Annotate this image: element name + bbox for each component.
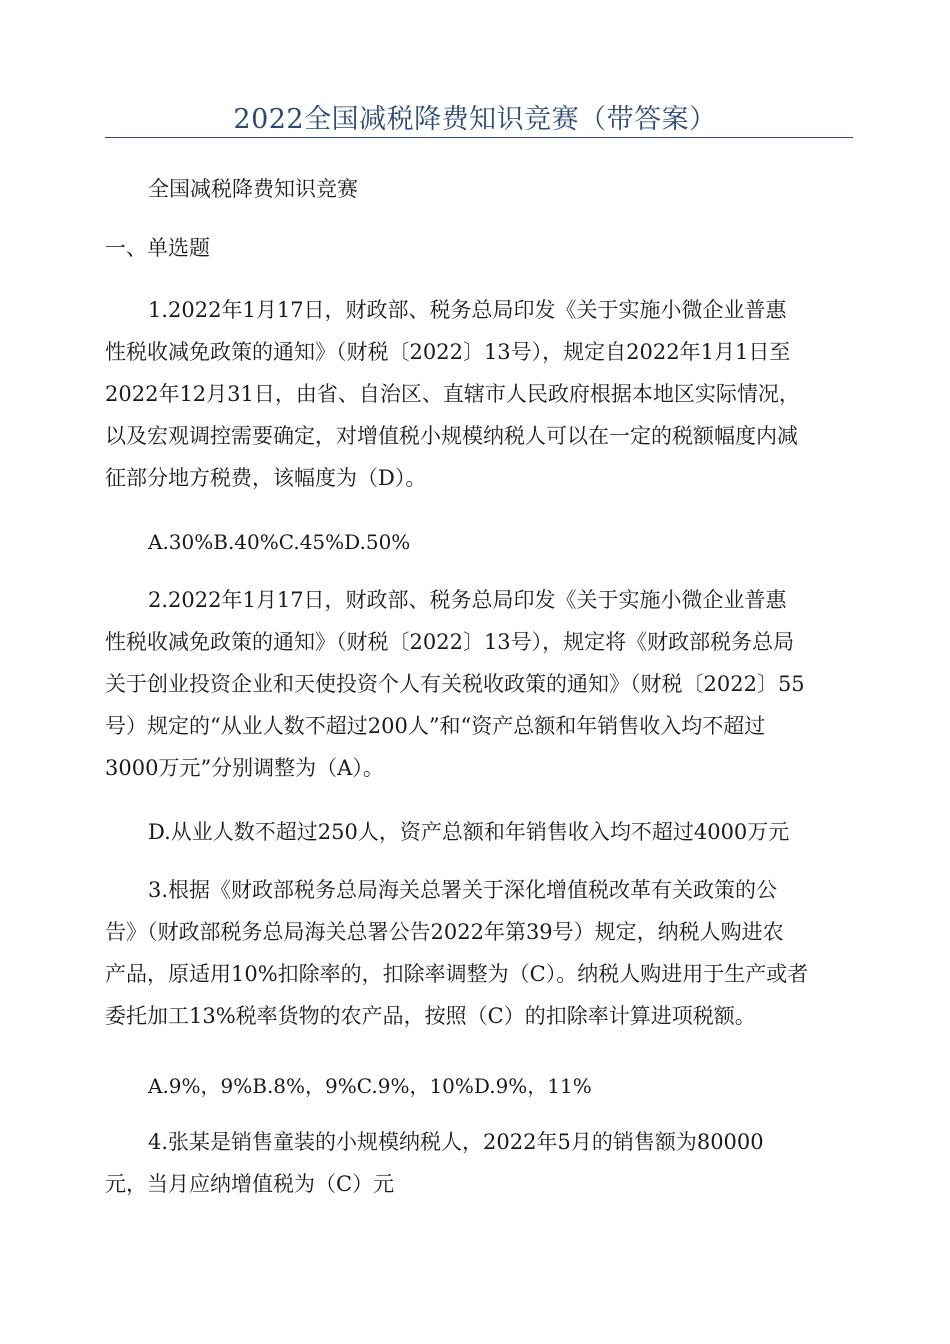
question-4 (105, 1121, 853, 1205)
question-2-options: D.从业人数不超过250人，资产总额和年销售收入均不超过4000万元 (148, 820, 790, 844)
question-line: 3000万元”分别调整为（A）。 (105, 756, 384, 780)
document-subtitle: 全国减税降费知识竞赛 (148, 177, 358, 201)
question-line: 委托加工13%税率货物的农产品，按照（C）的扣除率计算进项税额。 (105, 1004, 756, 1028)
question-line: 3.根据《财政部税务总局海关总署关于深化增值税改革有关政策的公 (148, 878, 778, 902)
question-1 (105, 289, 853, 499)
question-line: 2022年12月31日，由省、自治区、直辖市人民政府根据本地区实际情况， (105, 382, 800, 406)
title-underline (105, 137, 853, 138)
question-line: 性税收减免政策的通知》（财税〔2022〕13号），规定将《财政部税务总局 (105, 630, 795, 654)
question-line: 元，当月应纳增值税为（C）元 (105, 1172, 395, 1196)
question-3 (105, 869, 853, 1037)
section-heading: 一、单选题 (105, 236, 210, 260)
document-title: 2022全国减税降费知识竞赛（带答案） (233, 104, 717, 135)
question-3-options: A.9%，9%B.8%，9%C.9%，10%D.9%，11% (148, 1074, 592, 1098)
question-line: 产品，原适用10%扣除率的，扣除率调整为（C）。纳税人购进用于生产或者 (105, 962, 809, 986)
question-line: 号）规定的“从业人数不超过200人”和“资产总额和年销售收入均不超过 (105, 714, 766, 738)
question-line: 征部分地方税费，该幅度为（D）。 (105, 466, 427, 490)
question-line: 关于创业投资企业和天使投资个人有关税收政策的通知》（财税〔2022〕55 (105, 672, 805, 696)
question-line: 4.张某是销售童装的小规模纳税人，2022年5月的销售额为80000 (148, 1130, 764, 1154)
question-line: 以及宏观调控需要确定，对增值税小规模纳税人可以在一定的税额幅度内减 (105, 424, 798, 448)
question-line: 性税收减免政策的通知》（财税〔2022〕13号），规定自2022年1月1日至 (105, 340, 791, 364)
question-1-options: A.30%B.40%C.45%D.50% (148, 530, 411, 554)
question-2 (105, 579, 853, 789)
question-line: 1.2022年1月17日，财政部、税务总局印发《关于实施小微企业普惠 (148, 298, 787, 322)
question-line: 2.2022年1月17日，财政部、税务总局印发《关于实施小微企业普惠 (148, 588, 787, 612)
question-line: 告》（财政部税务总局海关总署公告2022年第39号）规定，纳税人购进农 (105, 920, 784, 944)
